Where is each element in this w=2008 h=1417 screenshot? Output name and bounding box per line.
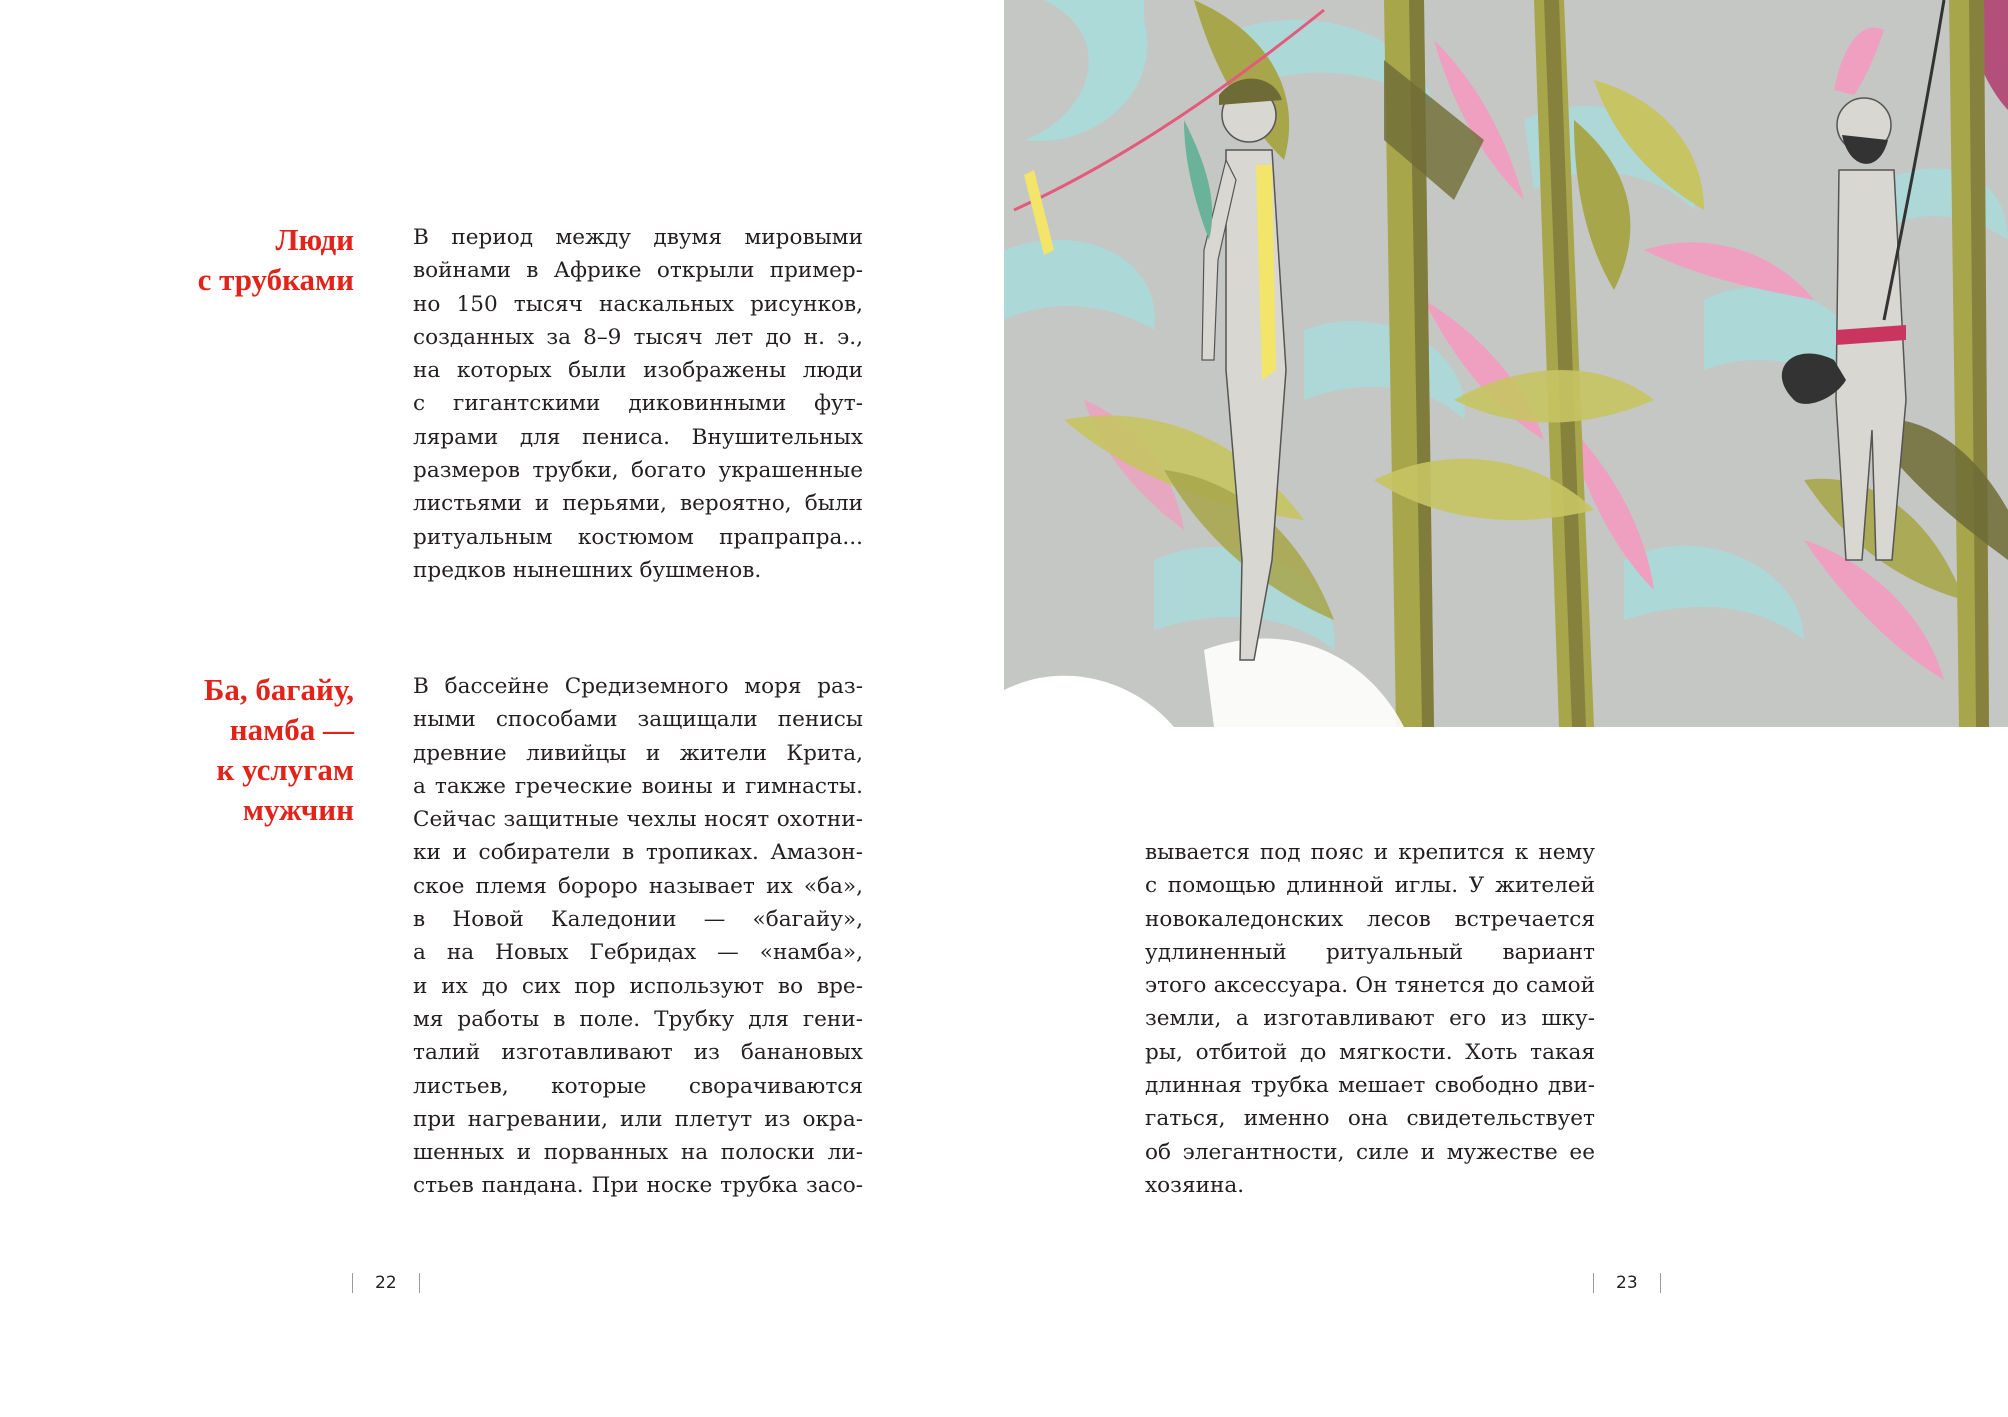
text-line: листьями и перьями, вероятно, были [413,491,863,517]
text-line: новокаледонских лесов встречается [1145,906,1595,932]
text-line: Сейчас защитные чехлы носят охотни- [413,807,863,833]
text-line: мя работы в поле. Трубку для гени- [413,1006,863,1032]
text-line: в Новой Каледонии — «багайу», [413,907,863,933]
page-number-right: 23 [1593,1270,1661,1296]
text-line: размеров трубки, богато украшенные [413,458,863,484]
tropical-figures-illustration [1004,0,2008,727]
text-line: ными способами защищали пенисы [413,707,863,733]
text-line: шенных и порванных на полоски ли- [413,1140,863,1166]
text-line: ры, отбитой до мягкости. Хоть такая [1145,1039,1595,1065]
text-line: лярами для пениса. Внушительных [413,424,863,450]
text-line: ритуальным костюмом прапрапра... [413,524,863,550]
text-line: В бассейне Средиземного моря раз- [413,674,863,699]
text-line: В период между двумя мировыми [413,225,863,250]
text-line: с гигантскими диковинными фут- [413,391,863,417]
text-line: этого аксессуара. Он тянется до самой [1145,973,1595,999]
folio-divider [419,1273,420,1293]
text-line: удлиненный ритуальный вариант [1145,939,1595,965]
text-line: об элегантности, силе и мужестве ее [1145,1139,1595,1165]
text-line: при нагревании, или плетут из окра- [413,1106,863,1132]
text-line: длинная трубка мешает свободно дви- [1145,1073,1595,1099]
section-body-people-with-tubes [413,221,863,587]
text-line: гаться, именно она свидетельствует [1145,1106,1595,1132]
text-line: земли, а изготавливают его из шку- [1145,1006,1595,1032]
continuation-body-text [1145,836,1595,1202]
text-line: и их до сих пор используют во вре- [413,973,863,999]
folio-divider [1660,1273,1661,1293]
text-line: ское племя бороро называет их «ба», [413,873,863,899]
section-body-ba-bagayu-namba [413,670,863,1203]
page-number-left: 22 [352,1270,420,1296]
text-line: а на Новых Гебридах — «намба», [413,940,863,966]
text-line: с помощью длинной иглы. У жителей [1145,873,1595,899]
text-line: талий изготавливают из банановых [413,1040,863,1066]
text-line: листьев, которые сворачиваются [413,1073,863,1099]
text-line: на которых были изображены люди [413,358,863,384]
text-line: ки и собиратели в тропиках. Амазон- [413,840,863,866]
text-line: стьев пандана. При носке трубка засо- [413,1173,863,1199]
text-line: но 150 тысяч наскальных рисунков, [413,291,863,317]
text-line: войнами в Африке открыли пример- [413,258,863,284]
text-line: предков нынешних бушменов. [413,557,762,583]
text-line: а также греческие воины и гимнасты. [413,773,863,799]
text-line: вывается под пояс и крепится к нему [1145,840,1595,865]
text-line: древние ливийцы и жители Крита, [413,740,863,766]
text-line: созданных за 8–9 тысяч лет до н. э., [413,324,863,350]
section-heading-ba-bagayu-namba: Ба, багайу, намба — к услугам мужчин [203,672,354,827]
text-line: хозяина. [1145,1172,1245,1198]
section-heading-people-with-tubes: Люди с трубками [197,222,354,297]
